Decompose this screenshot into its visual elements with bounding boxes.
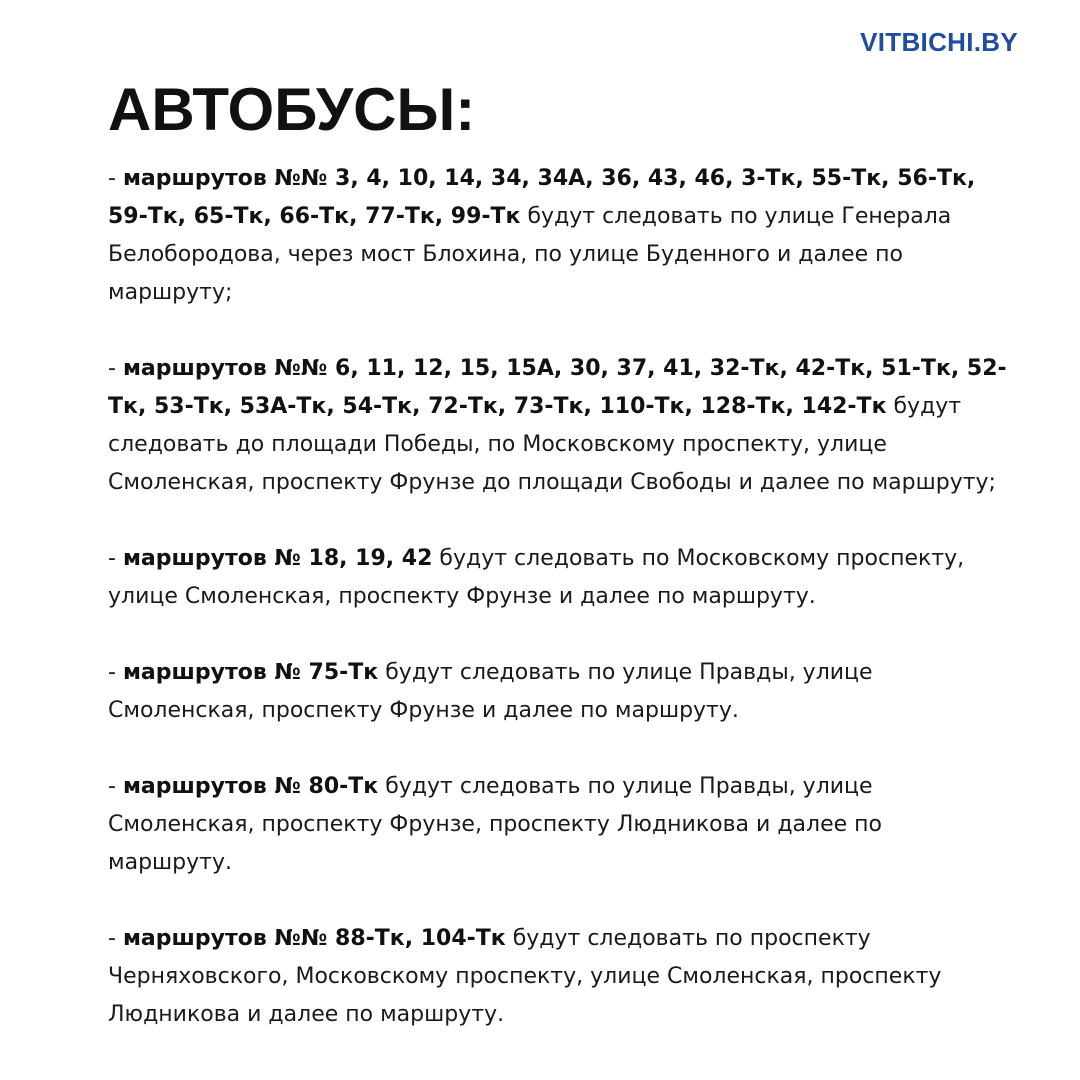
route-item bbox=[108, 654, 1008, 730]
route-description: будут следовать до площади Победы, по Московскому проспекту, улице Смоленская, проспекту Фрунзе до площади Свободы и далее по маршруту; bbox=[108, 394, 996, 495]
route-description: будут следовать по улице Правды, улице Смоленская, проспекту Фрунзе и далее по маршруту. bbox=[108, 660, 873, 723]
route-dash: - bbox=[108, 774, 123, 799]
route-item bbox=[108, 350, 1008, 502]
route-list bbox=[108, 160, 1008, 1072]
route-description: будут следовать по улице Правды, улице Смоленская, проспекту Фрунзе, проспекту Людникова и далее по маршруту. bbox=[108, 774, 882, 875]
route-description: будут следовать по Московскому проспекту, улице Смоленская, проспекту Фрунзе и далее по маршруту. bbox=[108, 546, 965, 609]
route-numbers: маршрутов №№ 6, 11, 12, 15, 15А, 30, 37, 41, 32-Тк, 42-Тк, 51-Тк, 52-Тк, 53-Тк, 53А-Тк, 54-Тк, 72-Тк, 73-Тк, 110-Тк, 128-Тк, 142-Тк bbox=[108, 356, 1007, 419]
route-dash: - bbox=[108, 546, 123, 571]
route-description: будут следовать по проспекту Черняховского, Московскому проспекту, улице Смоленская, проспекту Людникова и далее по маршруту. bbox=[108, 926, 942, 1027]
route-dash: - bbox=[108, 926, 123, 951]
route-dash: - bbox=[108, 660, 123, 685]
route-item bbox=[108, 768, 1008, 882]
route-numbers: маршрутов № 75-Тк bbox=[122, 660, 379, 685]
route-item bbox=[108, 540, 1008, 616]
route-numbers: маршрутов №№ 3, 4, 10, 14, 34, 34А, 36, 43, 46, 3-Тк, 55-Тк, 56-Тк, 59-Тк, 65-Тк, 66-Тк, 77-Тк, 99-Тк bbox=[108, 166, 976, 229]
route-numbers: маршрутов № 18, 19, 42 bbox=[122, 546, 433, 571]
route-item bbox=[108, 160, 1008, 312]
route-numbers: маршрутов № 80-Тк bbox=[122, 774, 379, 799]
brand-logo-text: VITBICHI.BY bbox=[860, 27, 1018, 57]
route-dash: - bbox=[108, 166, 123, 191]
route-dash: - bbox=[108, 356, 123, 381]
route-numbers: маршрутов №№ 88-Тк, 104-Тк bbox=[122, 926, 506, 951]
route-description: будут следовать по улице Генерала Белобородова, через мост Блохина, по улице Буденного и далее по маршруту; bbox=[108, 204, 952, 305]
page-title: АВТОБУСЫ: bbox=[108, 76, 476, 143]
route-item bbox=[108, 920, 1008, 1034]
